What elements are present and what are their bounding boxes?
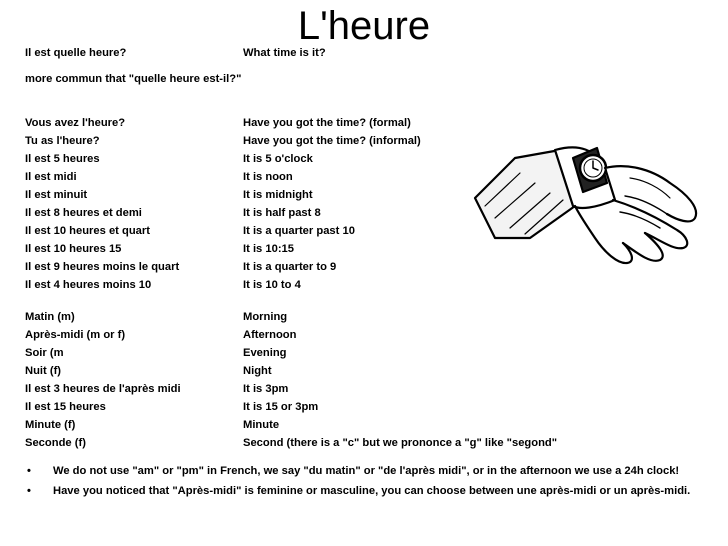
french-phrase: Il est 5 heures bbox=[25, 153, 100, 165]
phrase-row bbox=[0, 326, 728, 344]
english-translation: It is 10 to 4 bbox=[243, 279, 301, 291]
english-translation: Have you got the time? (formal) bbox=[243, 117, 411, 129]
french-phrase: Il est 15 heures bbox=[25, 401, 106, 413]
bullet-mark: • bbox=[27, 485, 31, 497]
french-phrase: Il est midi bbox=[25, 171, 77, 183]
french-phrase: Il est 4 heures moins 10 bbox=[25, 279, 152, 291]
english-translation: Night bbox=[243, 365, 272, 377]
english-translation: It is 5 o'clock bbox=[243, 153, 313, 165]
english-translation: What time is it? bbox=[243, 47, 326, 59]
english-translation: It is 15 or 3pm bbox=[243, 401, 319, 413]
french-phrase: more commun that "quelle heure est-il?" bbox=[25, 73, 242, 85]
note-text: Have you noticed that "Après-midi" is feminine or masculine, you can choose between une après-midi or un après-midi. bbox=[53, 485, 691, 497]
french-phrase: Il est 9 heures moins le quart bbox=[25, 261, 180, 273]
english-translation: It is 10:15 bbox=[243, 243, 294, 255]
english-translation: It is midnight bbox=[243, 189, 313, 201]
note-text: We do not use "am" or "pm" in French, we say "du matin" or "de l'après midi", or in the afternoon we use a 24h clock! bbox=[53, 465, 680, 477]
phrase-row bbox=[0, 380, 728, 398]
french-phrase: Seconde (f) bbox=[25, 437, 86, 449]
phrase-row bbox=[0, 344, 728, 362]
french-phrase: Matin (m) bbox=[25, 311, 75, 323]
english-translation: It is a quarter to 9 bbox=[243, 261, 337, 273]
phrase-row bbox=[0, 434, 728, 452]
note-item bbox=[0, 462, 728, 480]
phrase-row bbox=[0, 416, 728, 434]
english-translation: It is a quarter past 10 bbox=[243, 225, 355, 237]
french-phrase: Minute (f) bbox=[25, 419, 76, 431]
phrase-row bbox=[0, 398, 728, 416]
french-phrase: Il est quelle heure? bbox=[25, 47, 127, 59]
english-translation: It is half past 8 bbox=[243, 207, 321, 219]
english-translation: Have you got the time? (informal) bbox=[243, 135, 421, 147]
french-phrase: Il est 3 heures de l'après midi bbox=[25, 383, 181, 395]
english-translation: It is noon bbox=[243, 171, 293, 183]
phrase-row bbox=[0, 44, 728, 62]
phrase-row bbox=[0, 276, 728, 294]
french-phrase: Après-midi (m or f) bbox=[25, 329, 126, 341]
english-translation: Evening bbox=[243, 347, 287, 359]
phrase-row bbox=[0, 70, 728, 88]
page-title: L'heure bbox=[297, 4, 431, 48]
french-phrase: Soir (m bbox=[25, 347, 64, 359]
french-phrase: Nuit (f) bbox=[25, 365, 62, 377]
french-phrase: Il est minuit bbox=[25, 189, 88, 201]
french-phrase: Il est 10 heures et quart bbox=[25, 225, 150, 237]
french-phrase: Il est 8 heures et demi bbox=[25, 207, 142, 219]
bullet-mark: • bbox=[27, 465, 31, 477]
english-translation: It is 3pm bbox=[243, 383, 289, 395]
english-translation: Second (there is a "c" but we prononce a "g" like "segond" bbox=[243, 437, 558, 449]
note-item bbox=[0, 482, 728, 500]
english-translation: Minute bbox=[243, 419, 280, 431]
french-phrase: Tu as l'heure? bbox=[25, 135, 100, 147]
wristwatch-hand-icon bbox=[455, 88, 710, 268]
french-phrase: Il est 10 heures 15 bbox=[25, 243, 122, 255]
phrase-row bbox=[0, 362, 728, 380]
phrase-row bbox=[0, 308, 728, 326]
english-translation: Afternoon bbox=[243, 329, 297, 341]
french-phrase: Vous avez l'heure? bbox=[25, 117, 126, 129]
english-translation: Morning bbox=[243, 311, 288, 323]
